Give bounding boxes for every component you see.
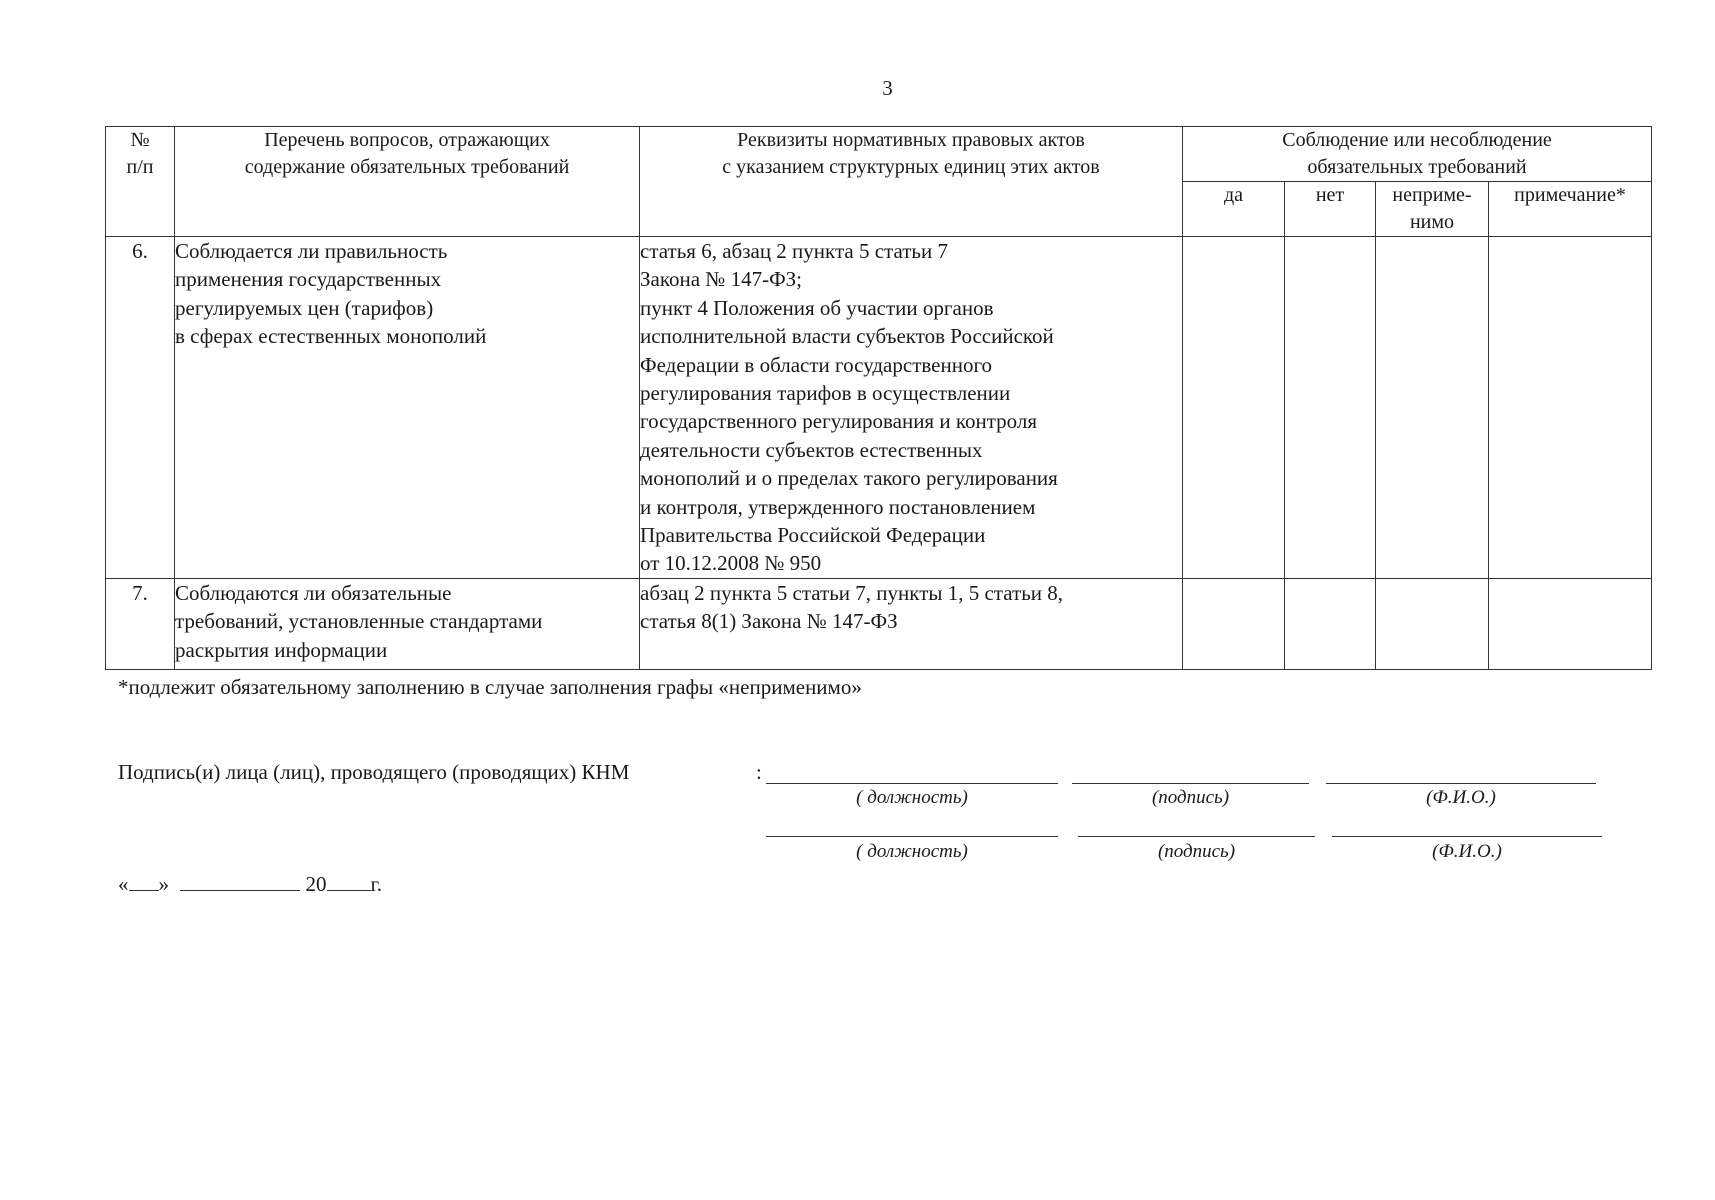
signature-label: Подпись(и) лица (лиц), проводящего (проводящих) КНМ: [118, 760, 630, 784]
year-suffix: г.: [370, 872, 382, 896]
page-number: 3: [882, 76, 893, 100]
signature-caption: (подпись): [1157, 841, 1236, 862]
cell-not-applicable[interactable]: [1376, 237, 1489, 579]
name-line[interactable]: [1332, 836, 1602, 837]
signature-line[interactable]: [1072, 783, 1309, 784]
row-number: 7.: [106, 578, 175, 669]
cell-note[interactable]: [1489, 237, 1652, 579]
row-requisites: абзац 2 пункта 5 статьи 7, пункты 1, 5 статьи 8, статья 8(1) Закона № 147-ФЗ: [640, 578, 1183, 669]
signature-colon: :: [756, 760, 762, 784]
signature-line[interactable]: [1078, 836, 1315, 837]
name-line[interactable]: [1326, 783, 1596, 784]
position-line[interactable]: [766, 836, 1058, 837]
row-question: Соблюдается ли правильность применения государственных регулируемых цен (тарифов) в сферах естественных монополий: [175, 237, 640, 579]
month-blank[interactable]: [180, 870, 300, 891]
header-no: нет: [1285, 182, 1376, 237]
year-prefix: 20: [305, 872, 327, 896]
header-legal-requisites: Реквизиты нормативных правовых актов с указанием структурных единиц этих актов: [640, 127, 1183, 237]
position-caption: ( должность): [856, 841, 968, 862]
header-compliance-group: Соблюдение или несоблюдение обязательных требований: [1183, 127, 1652, 182]
name-caption: (Ф.И.О.): [1426, 787, 1496, 808]
date-close-quote: »: [158, 872, 169, 896]
day-blank[interactable]: [129, 870, 159, 891]
cell-note[interactable]: [1489, 578, 1652, 669]
position-caption: ( должность): [856, 787, 968, 808]
date-open-quote: «: [118, 872, 129, 896]
cell-no[interactable]: [1285, 578, 1376, 669]
checklist-table: [105, 126, 1652, 670]
row-requisites: статья 6, абзац 2 пункта 5 статьи 7 Закона № 147-ФЗ; пункт 4 Положения об участии органов исполнительной власти субъектов Российской Федерации в области государственного регулирования тарифов в осуществлении государственного регулирования и контроля деятельности субъектов естественных монополий и о пределах такого регулирования и контроля, утвержденного постановлением Правительства Российской Федерации от 10.12.2008 № 950: [640, 237, 1183, 579]
position-line[interactable]: [766, 783, 1058, 784]
cell-not-applicable[interactable]: [1376, 578, 1489, 669]
date-field: [118, 870, 382, 897]
footnote: *подлежит обязательному заполнению в случае заполнения графы «неприменимо»: [118, 675, 862, 699]
header-question-list: Перечень вопросов, отражающих содержание обязательных требований: [175, 127, 640, 237]
table-row: [106, 237, 1652, 579]
row-number: 6.: [106, 237, 175, 579]
row-question: Соблюдаются ли обязательные требований, установленные стандартами раскрытия информации: [175, 578, 640, 669]
header-note: примечание*: [1489, 182, 1652, 237]
signature-caption: (подпись): [1151, 787, 1230, 808]
cell-yes[interactable]: [1183, 237, 1285, 579]
header-number: № п/п: [106, 127, 175, 237]
year-blank[interactable]: [327, 870, 371, 891]
name-caption: (Ф.И.О.): [1432, 841, 1502, 862]
header-yes: да: [1183, 182, 1285, 237]
header-not-applicable: неприме- нимо: [1376, 182, 1489, 237]
cell-no[interactable]: [1285, 237, 1376, 579]
table-row: [106, 578, 1652, 669]
cell-yes[interactable]: [1183, 578, 1285, 669]
